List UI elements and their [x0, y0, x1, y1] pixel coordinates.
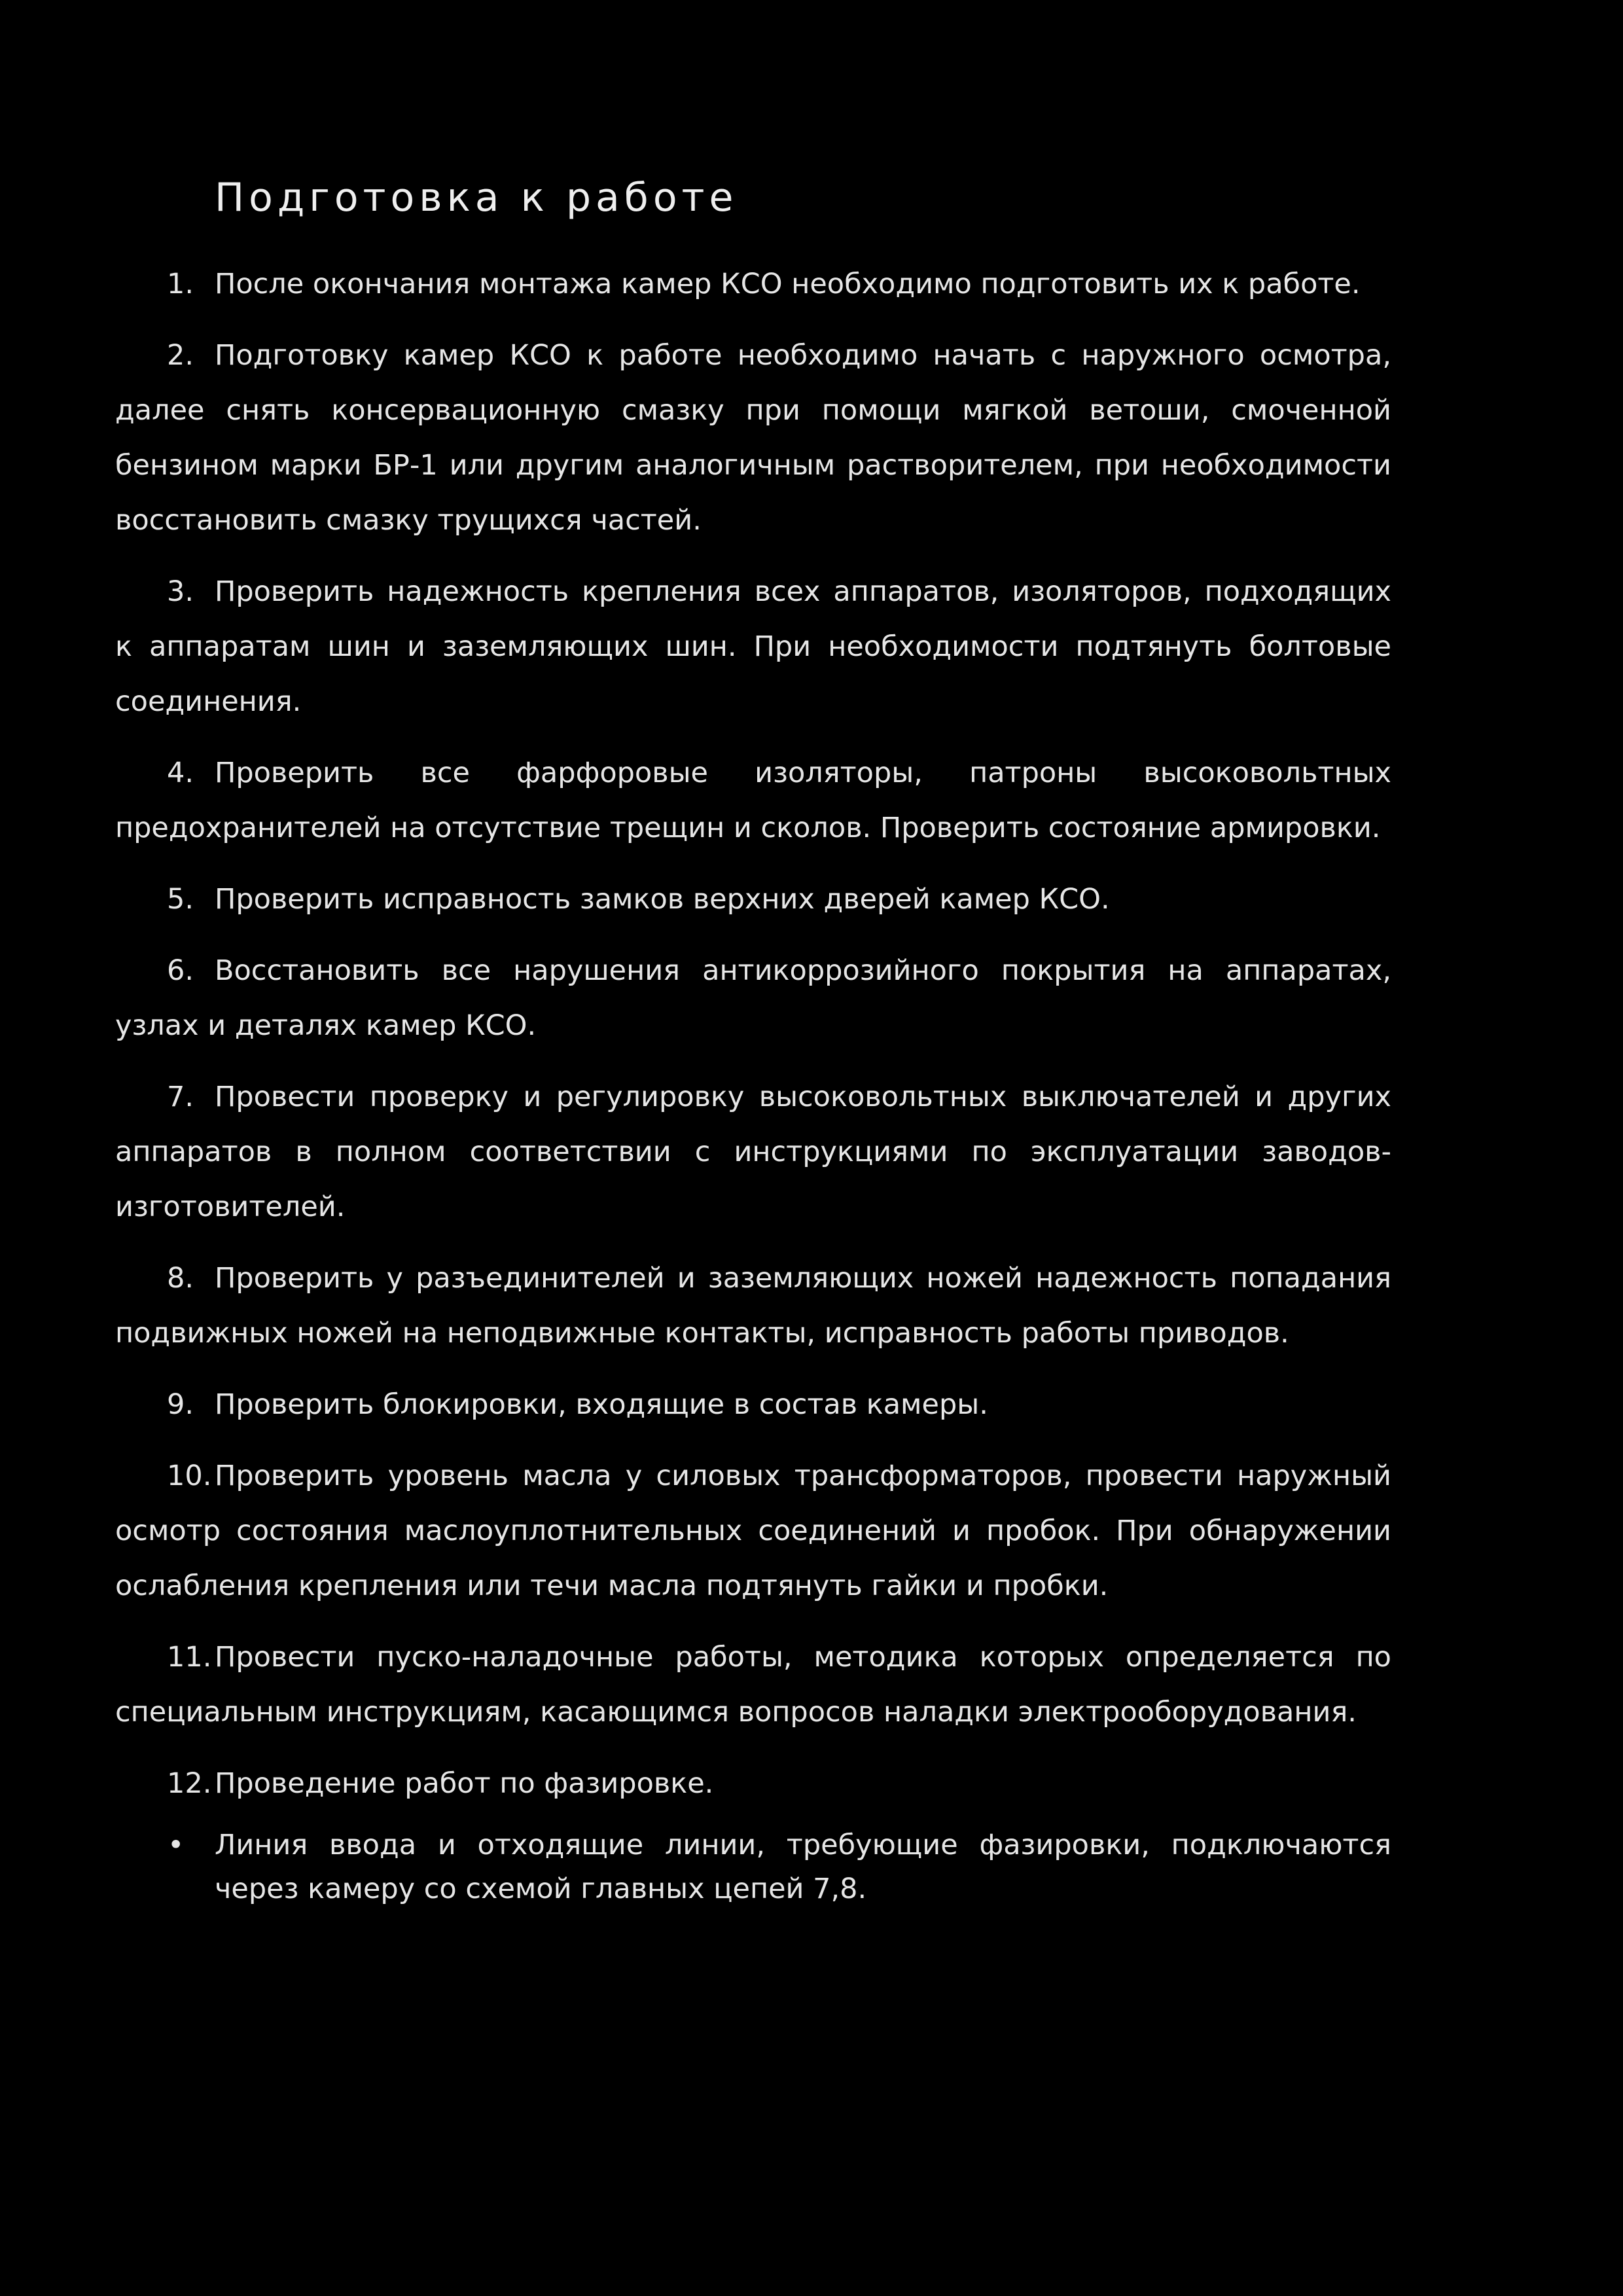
item-text: Проведение работ по фазировке. — [215, 1767, 714, 1800]
item-text: Восстановить все нарушения антикоррозийного покрытия на аппаратах, узлах и деталях камер КСО. — [115, 954, 1391, 1042]
bullet-item — [115, 1823, 1391, 1911]
item-text: Проверить исправность замков верхних дверей камер КСО. — [215, 883, 1110, 916]
item-number: 6. — [167, 954, 194, 987]
list-item-7 — [115, 1069, 1391, 1234]
item-text: Провести пуско-наладочные работы, методика которых определяется по специальным инструкциям, касающимся вопросов наладки электрооборудования. — [115, 1641, 1391, 1729]
list-item-3 — [115, 564, 1391, 729]
item-text: Проверить уровень масла у силовых трансформаторов, провести наружный осмотр состояния маслоуплотнительных соединений и пробок. При обнаружении ослабления крепления или течи масла подтянуть гайки и пробки. — [115, 1460, 1391, 1602]
list-item-10 — [115, 1448, 1391, 1613]
item-text: Проверить блокировки, входящие в состав камеры. — [215, 1388, 988, 1421]
item-number: 5. — [167, 883, 194, 916]
item-number: 4. — [167, 757, 194, 789]
item-number: 2. — [167, 339, 194, 372]
bullet-icon: • — [168, 1829, 185, 1861]
item-text: Проверить надежность крепления всех аппаратов, изоляторов, подходящих к аппаратам шин и заземляющих шин. При необходимости подтянуть болтовые соединения. — [115, 575, 1391, 718]
item-text: Проверить все фарфоровые изоляторы, патроны высоковольтных предохранителей на отсутствие трещин и сколов. Проверить состояние армировки. — [115, 757, 1391, 844]
list-item-4 — [115, 745, 1391, 855]
item-text: Провести проверку и регулировку высоковольтных выключателей и других аппаратов в полном соответствии с инструкциями по эксплуатации заводов-изготовителей. — [115, 1081, 1391, 1223]
list-item-2 — [115, 328, 1391, 548]
item-number: 8. — [167, 1262, 194, 1295]
list-item-6 — [115, 943, 1391, 1053]
item-number: 11. — [167, 1641, 212, 1674]
item-number: 7. — [167, 1081, 194, 1113]
document-body — [115, 257, 1391, 1911]
item-number: 12. — [167, 1767, 212, 1800]
list-item-8 — [115, 1251, 1391, 1361]
item-number: 9. — [167, 1388, 194, 1421]
item-text: После окончания монтажа камер КСО необходимо подготовить их к работе. — [215, 268, 1361, 300]
item-number: 3. — [167, 575, 194, 608]
section-title: Подготовка к работе — [215, 175, 738, 221]
item-text: Подготовку камер КСО к работе необходимо начать с наружного осмотра, далее снять консервационную смазку при помощи мягкой ветоши, смоченной бензином марки БР-1 или другим аналогичным растворителем, при необходимости восстановить смазку трущихся частей. — [115, 339, 1391, 537]
list-item-5 — [115, 872, 1391, 927]
list-item-12 — [115, 1756, 1391, 1811]
item-number: 1. — [167, 268, 194, 300]
list-item-11 — [115, 1630, 1391, 1740]
item-number: 10. — [167, 1460, 212, 1492]
list-item-1 — [115, 257, 1391, 312]
bullet-text: Линия ввода и отходящие линии, требующие фазировки, подключаются через камеру со схемой главных цепей 7,8. — [215, 1829, 1391, 1905]
list-item-9 — [115, 1377, 1391, 1432]
item-text: Проверить у разъединителей и заземляющих ножей надежность попадания подвижных ножей на неподвижные контакты, исправность работы приводов. — [115, 1262, 1391, 1350]
